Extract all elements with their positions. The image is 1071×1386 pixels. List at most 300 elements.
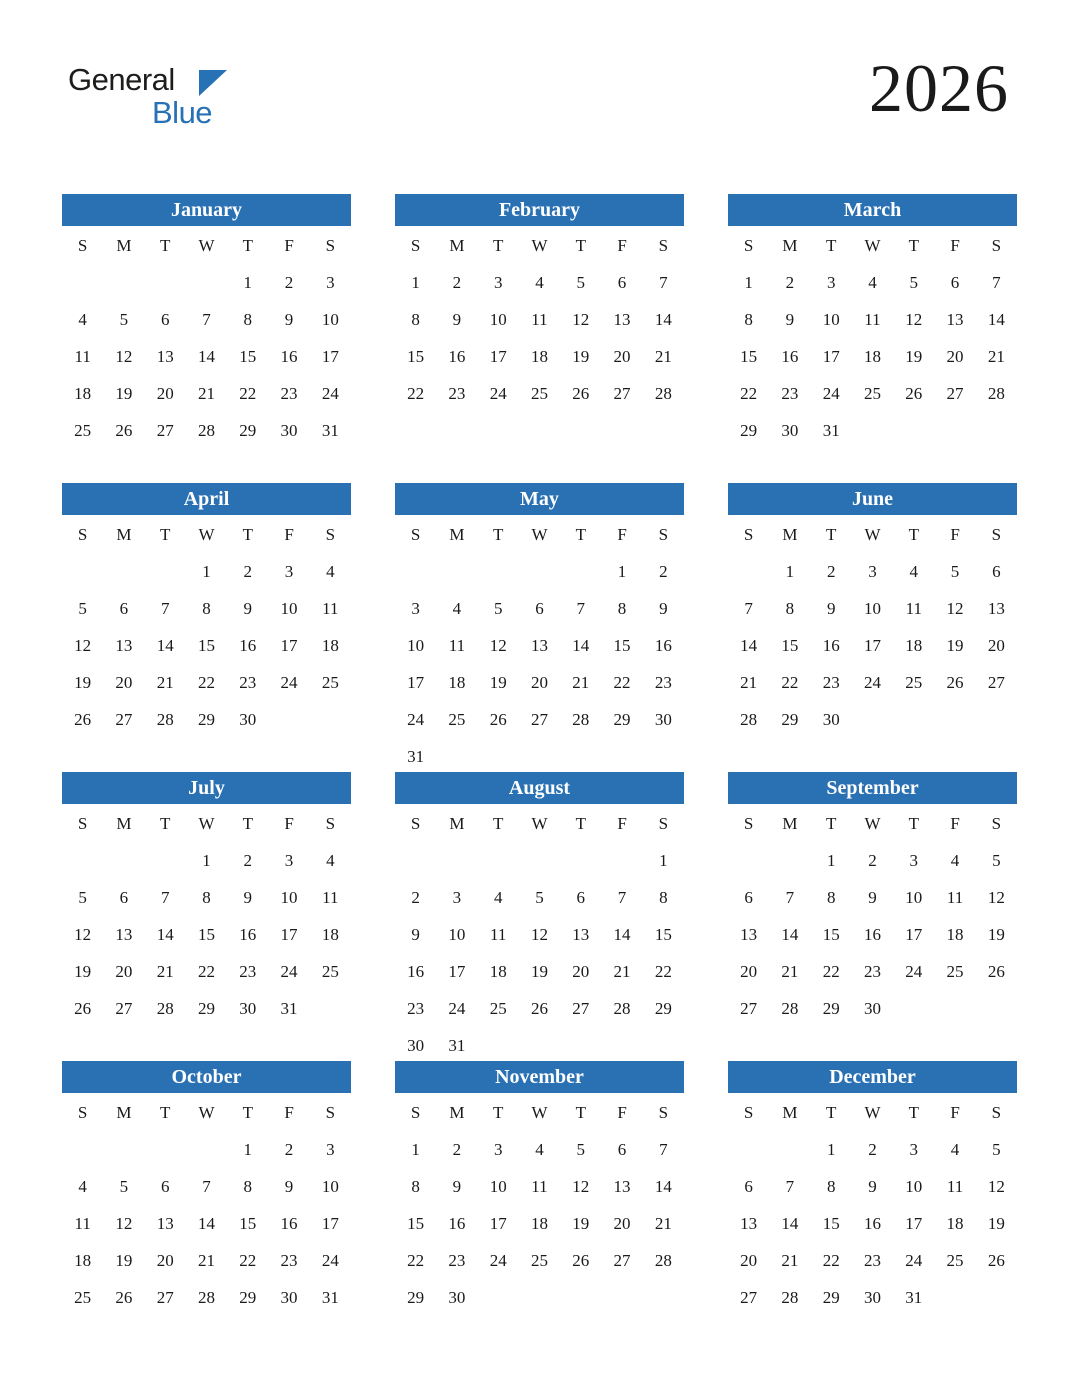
- day-cell[interactable]: 17: [407, 672, 425, 692]
- day-cell[interactable]: 12: [987, 1176, 1005, 1196]
- day-cell[interactable]: 11: [74, 1213, 91, 1233]
- day-cell[interactable]: 26: [489, 709, 507, 729]
- day-cell[interactable]: 14: [654, 309, 672, 329]
- day-cell[interactable]: 28: [197, 1287, 215, 1307]
- day-cell[interactable]: 29: [239, 420, 257, 440]
- day-cell[interactable]: 3: [493, 1139, 503, 1159]
- day-cell[interactable]: 23: [654, 672, 672, 692]
- day-cell[interactable]: 7: [992, 272, 1001, 292]
- day-cell[interactable]: 15: [239, 346, 257, 366]
- day-cell[interactable]: 14: [197, 1213, 215, 1233]
- day-cell[interactable]: 12: [115, 1213, 133, 1233]
- day-cell[interactable]: 26: [74, 998, 92, 1018]
- day-cell[interactable]: 29: [822, 998, 840, 1018]
- day-cell[interactable]: 13: [740, 924, 758, 944]
- day-cell[interactable]: 11: [531, 309, 548, 329]
- day-cell[interactable]: 23: [239, 961, 257, 981]
- day-cell[interactable]: 22: [654, 961, 672, 981]
- day-cell[interactable]: 14: [156, 635, 174, 655]
- day-cell[interactable]: 8: [411, 1176, 420, 1196]
- day-cell[interactable]: 15: [654, 924, 672, 944]
- day-cell[interactable]: 19: [905, 346, 923, 366]
- day-cell[interactable]: 7: [617, 887, 627, 907]
- day-cell[interactable]: 26: [530, 998, 548, 1018]
- day-cell[interactable]: 15: [613, 635, 631, 655]
- day-cell[interactable]: 2: [868, 850, 877, 870]
- day-cell[interactable]: 24: [407, 709, 425, 729]
- day-cell[interactable]: 4: [326, 561, 335, 581]
- day-cell[interactable]: 1: [659, 850, 668, 870]
- day-cell[interactable]: 7: [785, 1176, 795, 1196]
- day-cell[interactable]: 21: [654, 1213, 672, 1233]
- day-cell[interactable]: 8: [617, 598, 627, 618]
- day-cell[interactable]: 10: [280, 887, 298, 907]
- day-cell[interactable]: 10: [321, 1176, 339, 1196]
- day-cell[interactable]: 30: [280, 1287, 298, 1307]
- day-cell[interactable]: 23: [781, 383, 799, 403]
- day-cell[interactable]: 25: [946, 961, 964, 981]
- day-cell[interactable]: 2: [284, 1139, 294, 1159]
- day-cell[interactable]: 3: [326, 1139, 335, 1159]
- day-cell[interactable]: 20: [115, 961, 133, 981]
- day-cell[interactable]: 14: [781, 1213, 799, 1233]
- day-cell[interactable]: 7: [659, 1139, 668, 1159]
- day-cell[interactable]: 5: [493, 598, 503, 618]
- day-cell[interactable]: 19: [572, 346, 590, 366]
- day-cell[interactable]: 9: [785, 309, 795, 329]
- day-cell[interactable]: 21: [613, 961, 631, 981]
- day-cell[interactable]: 19: [115, 383, 133, 403]
- day-cell[interactable]: 27: [530, 709, 548, 729]
- day-cell[interactable]: 30: [407, 1035, 425, 1055]
- day-cell[interactable]: 21: [156, 961, 174, 981]
- day-cell[interactable]: 8: [826, 887, 836, 907]
- day-cell[interactable]: 21: [197, 383, 215, 403]
- day-cell[interactable]: 30: [781, 420, 799, 440]
- day-cell[interactable]: 26: [572, 383, 590, 403]
- day-cell[interactable]: 29: [822, 1287, 840, 1307]
- day-cell[interactable]: 4: [868, 272, 877, 292]
- day-cell[interactable]: 5: [119, 1176, 129, 1196]
- day-cell[interactable]: 10: [407, 635, 425, 655]
- day-cell[interactable]: 20: [156, 383, 174, 403]
- day-cell[interactable]: 22: [197, 672, 215, 692]
- day-cell[interactable]: 15: [822, 1213, 840, 1233]
- day-cell[interactable]: 23: [863, 1250, 881, 1270]
- day-cell[interactable]: 6: [950, 272, 960, 292]
- day-cell[interactable]: 22: [822, 961, 840, 981]
- day-cell[interactable]: 15: [407, 1213, 425, 1233]
- day-cell[interactable]: 27: [946, 383, 964, 403]
- day-cell[interactable]: 12: [572, 309, 590, 329]
- day-cell[interactable]: 25: [74, 420, 92, 440]
- day-cell[interactable]: 4: [452, 598, 462, 618]
- day-cell[interactable]: 22: [407, 383, 425, 403]
- day-cell[interactable]: 18: [905, 635, 923, 655]
- day-cell[interactable]: 12: [489, 635, 507, 655]
- day-cell[interactable]: 31: [905, 1287, 923, 1307]
- day-cell[interactable]: 20: [740, 1250, 758, 1270]
- day-cell[interactable]: 5: [992, 850, 1001, 870]
- day-cell[interactable]: 26: [946, 672, 964, 692]
- day-cell[interactable]: 1: [411, 1139, 420, 1159]
- day-cell[interactable]: 25: [530, 383, 548, 403]
- day-cell[interactable]: 26: [74, 709, 92, 729]
- day-cell[interactable]: 21: [987, 346, 1005, 366]
- day-cell[interactable]: 18: [448, 672, 466, 692]
- day-cell[interactable]: 14: [613, 924, 631, 944]
- day-cell[interactable]: 12: [572, 1176, 590, 1196]
- day-cell[interactable]: 10: [489, 1176, 507, 1196]
- day-cell[interactable]: 28: [156, 998, 174, 1018]
- day-cell[interactable]: 1: [202, 850, 211, 870]
- day-cell[interactable]: 23: [407, 998, 425, 1018]
- day-cell[interactable]: 27: [740, 1287, 758, 1307]
- day-cell[interactable]: 5: [576, 1139, 586, 1159]
- day-cell[interactable]: 7: [160, 887, 170, 907]
- day-cell[interactable]: 11: [490, 924, 507, 944]
- day-cell[interactable]: 9: [659, 598, 668, 618]
- day-cell[interactable]: 24: [321, 1250, 339, 1270]
- day-cell[interactable]: 24: [863, 672, 881, 692]
- day-cell[interactable]: 29: [654, 998, 672, 1018]
- day-cell[interactable]: 1: [826, 1139, 836, 1159]
- day-cell[interactable]: 9: [868, 887, 877, 907]
- day-cell[interactable]: 11: [322, 887, 339, 907]
- day-cell[interactable]: 18: [74, 1250, 92, 1270]
- day-cell[interactable]: 9: [452, 1176, 462, 1196]
- day-cell[interactable]: 24: [280, 672, 298, 692]
- day-cell[interactable]: 22: [613, 672, 631, 692]
- day-cell[interactable]: 10: [822, 309, 840, 329]
- day-cell[interactable]: 21: [781, 1250, 799, 1270]
- day-cell[interactable]: 13: [613, 1176, 631, 1196]
- day-cell[interactable]: 28: [654, 1250, 672, 1270]
- day-cell[interactable]: 19: [74, 961, 92, 981]
- day-cell[interactable]: 31: [822, 420, 840, 440]
- day-cell[interactable]: 17: [489, 346, 507, 366]
- day-cell[interactable]: 6: [992, 561, 1001, 581]
- day-cell[interactable]: 23: [448, 1250, 466, 1270]
- day-cell[interactable]: 9: [284, 309, 294, 329]
- day-cell[interactable]: 7: [202, 1176, 211, 1196]
- day-cell[interactable]: 19: [530, 961, 548, 981]
- day-cell[interactable]: 21: [781, 961, 799, 981]
- day-cell[interactable]: 23: [239, 672, 257, 692]
- day-cell[interactable]: 11: [448, 635, 466, 655]
- day-cell[interactable]: 29: [407, 1287, 425, 1307]
- day-cell[interactable]: 31: [280, 998, 298, 1018]
- day-cell[interactable]: 18: [946, 924, 964, 944]
- day-cell[interactable]: 8: [202, 887, 211, 907]
- day-cell[interactable]: 2: [243, 850, 253, 870]
- day-cell[interactable]: 29: [197, 998, 215, 1018]
- day-cell[interactable]: 25: [530, 1250, 548, 1270]
- day-cell[interactable]: 24: [822, 383, 840, 403]
- day-cell[interactable]: 20: [740, 961, 758, 981]
- day-cell[interactable]: 22: [781, 672, 799, 692]
- day-cell[interactable]: 4: [950, 1139, 960, 1159]
- day-cell[interactable]: 1: [411, 272, 420, 292]
- day-cell[interactable]: 9: [868, 1176, 877, 1196]
- day-cell[interactable]: 25: [74, 1287, 92, 1307]
- day-cell[interactable]: 9: [826, 598, 836, 618]
- day-cell[interactable]: 8: [785, 598, 795, 618]
- day-cell[interactable]: 10: [321, 309, 339, 329]
- day-cell[interactable]: 2: [452, 272, 462, 292]
- day-cell[interactable]: 3: [284, 561, 294, 581]
- day-cell[interactable]: 16: [448, 1213, 466, 1233]
- day-cell[interactable]: 27: [115, 998, 133, 1018]
- day-cell[interactable]: 2: [243, 561, 253, 581]
- day-cell[interactable]: 1: [243, 272, 253, 292]
- day-cell[interactable]: 13: [156, 346, 174, 366]
- day-cell[interactable]: 6: [617, 272, 627, 292]
- day-cell[interactable]: 14: [572, 635, 590, 655]
- day-cell[interactable]: 4: [78, 1176, 87, 1196]
- day-cell[interactable]: 20: [530, 672, 548, 692]
- day-cell[interactable]: 28: [156, 709, 174, 729]
- day-cell[interactable]: 16: [822, 635, 840, 655]
- day-cell[interactable]: 1: [243, 1139, 253, 1159]
- day-cell[interactable]: 11: [946, 1176, 964, 1196]
- day-cell[interactable]: 21: [156, 672, 174, 692]
- day-cell[interactable]: 16: [448, 346, 466, 366]
- day-cell[interactable]: 25: [905, 672, 923, 692]
- day-cell[interactable]: 26: [115, 1287, 133, 1307]
- day-cell[interactable]: 25: [489, 998, 507, 1018]
- day-cell[interactable]: 10: [448, 924, 466, 944]
- day-cell[interactable]: 28: [572, 709, 590, 729]
- day-cell[interactable]: 7: [202, 309, 211, 329]
- day-cell[interactable]: 15: [822, 924, 840, 944]
- day-cell[interactable]: 5: [535, 887, 544, 907]
- day-cell[interactable]: 17: [863, 635, 881, 655]
- day-cell[interactable]: 19: [489, 672, 507, 692]
- day-cell[interactable]: 4: [535, 272, 544, 292]
- day-cell[interactable]: 20: [613, 346, 631, 366]
- day-cell[interactable]: 4: [909, 561, 919, 581]
- day-cell[interactable]: 9: [243, 598, 253, 618]
- day-cell[interactable]: 3: [411, 598, 420, 618]
- day-cell[interactable]: 30: [654, 709, 672, 729]
- day-cell[interactable]: 29: [613, 709, 631, 729]
- day-cell[interactable]: 20: [987, 635, 1005, 655]
- day-cell[interactable]: 20: [572, 961, 590, 981]
- day-cell[interactable]: 28: [197, 420, 215, 440]
- day-cell[interactable]: 14: [740, 635, 758, 655]
- day-cell[interactable]: 21: [197, 1250, 215, 1270]
- day-cell[interactable]: 6: [744, 1176, 753, 1196]
- day-cell[interactable]: 13: [530, 635, 548, 655]
- day-cell[interactable]: 18: [321, 924, 339, 944]
- day-cell[interactable]: 30: [239, 998, 257, 1018]
- day-cell[interactable]: 17: [822, 346, 840, 366]
- day-cell[interactable]: 11: [74, 346, 91, 366]
- day-cell[interactable]: 8: [659, 887, 668, 907]
- day-cell[interactable]: 24: [448, 998, 466, 1018]
- day-cell[interactable]: 18: [74, 383, 92, 403]
- day-cell[interactable]: 28: [781, 998, 799, 1018]
- day-cell[interactable]: 6: [119, 598, 129, 618]
- day-cell[interactable]: 2: [868, 1139, 877, 1159]
- day-cell[interactable]: 17: [321, 346, 339, 366]
- day-cell[interactable]: 28: [987, 383, 1005, 403]
- day-cell[interactable]: 30: [448, 1287, 466, 1307]
- day-cell[interactable]: 13: [946, 309, 964, 329]
- day-cell[interactable]: 27: [156, 420, 174, 440]
- day-cell[interactable]: 29: [197, 709, 215, 729]
- day-cell[interactable]: 29: [781, 709, 799, 729]
- day-cell[interactable]: 13: [613, 309, 631, 329]
- day-cell[interactable]: 19: [987, 924, 1005, 944]
- day-cell[interactable]: 15: [781, 635, 799, 655]
- day-cell[interactable]: 10: [863, 598, 881, 618]
- day-cell[interactable]: 17: [321, 1213, 339, 1233]
- day-cell[interactable]: 2: [284, 272, 294, 292]
- day-cell[interactable]: 18: [863, 346, 881, 366]
- day-cell[interactable]: 2: [411, 887, 420, 907]
- day-cell[interactable]: 8: [243, 1176, 253, 1196]
- day-cell[interactable]: 17: [905, 1213, 923, 1233]
- day-cell[interactable]: 10: [905, 887, 923, 907]
- day-cell[interactable]: 30: [239, 709, 257, 729]
- day-cell[interactable]: 20: [156, 1250, 174, 1270]
- day-cell[interactable]: 5: [576, 272, 586, 292]
- day-cell[interactable]: 20: [946, 346, 964, 366]
- day-cell[interactable]: 24: [489, 383, 507, 403]
- day-cell[interactable]: 6: [160, 309, 170, 329]
- day-cell[interactable]: 3: [909, 850, 919, 870]
- day-cell[interactable]: 7: [160, 598, 170, 618]
- day-cell[interactable]: 22: [239, 1250, 257, 1270]
- day-cell[interactable]: 4: [535, 1139, 544, 1159]
- day-cell[interactable]: 3: [909, 1139, 919, 1159]
- day-cell[interactable]: 26: [905, 383, 923, 403]
- day-cell[interactable]: 21: [740, 672, 758, 692]
- day-cell[interactable]: 16: [407, 961, 425, 981]
- day-cell[interactable]: 13: [572, 924, 590, 944]
- day-cell[interactable]: 20: [115, 672, 133, 692]
- day-cell[interactable]: 9: [452, 309, 462, 329]
- day-cell[interactable]: 1: [744, 272, 753, 292]
- day-cell[interactable]: 26: [987, 961, 1005, 981]
- day-cell[interactable]: 12: [987, 887, 1005, 907]
- day-cell[interactable]: 17: [905, 924, 923, 944]
- day-cell[interactable]: 3: [493, 272, 503, 292]
- day-cell[interactable]: 1: [617, 561, 627, 581]
- day-cell[interactable]: 18: [530, 1213, 548, 1233]
- day-cell[interactable]: 19: [115, 1250, 133, 1270]
- day-cell[interactable]: 27: [156, 1287, 174, 1307]
- day-cell[interactable]: 16: [863, 924, 881, 944]
- day-cell[interactable]: 16: [781, 346, 799, 366]
- day-cell[interactable]: 27: [740, 998, 758, 1018]
- day-cell[interactable]: 2: [785, 272, 795, 292]
- day-cell[interactable]: 12: [74, 635, 92, 655]
- day-cell[interactable]: 4: [950, 850, 960, 870]
- day-cell[interactable]: 20: [613, 1213, 631, 1233]
- day-cell[interactable]: 7: [659, 272, 668, 292]
- day-cell[interactable]: 31: [321, 1287, 339, 1307]
- day-cell[interactable]: 6: [576, 887, 586, 907]
- day-cell[interactable]: 7: [576, 598, 586, 618]
- day-cell[interactable]: 25: [946, 1250, 964, 1270]
- day-cell[interactable]: 8: [826, 1176, 836, 1196]
- day-cell[interactable]: 13: [740, 1213, 758, 1233]
- day-cell[interactable]: 9: [243, 887, 253, 907]
- day-cell[interactable]: 10: [280, 598, 298, 618]
- day-cell[interactable]: 8: [411, 309, 420, 329]
- day-cell[interactable]: 2: [452, 1139, 462, 1159]
- day-cell[interactable]: 4: [326, 850, 335, 870]
- day-cell[interactable]: 13: [987, 598, 1005, 618]
- day-cell[interactable]: 25: [321, 961, 339, 981]
- day-cell[interactable]: 13: [115, 635, 133, 655]
- day-cell[interactable]: 7: [785, 887, 795, 907]
- day-cell[interactable]: 30: [822, 709, 840, 729]
- day-cell[interactable]: 23: [863, 961, 881, 981]
- day-cell[interactable]: 5: [78, 887, 87, 907]
- day-cell[interactable]: 30: [863, 998, 881, 1018]
- day-cell[interactable]: 23: [822, 672, 840, 692]
- day-cell[interactable]: 28: [740, 709, 758, 729]
- day-cell[interactable]: 16: [239, 635, 257, 655]
- day-cell[interactable]: 22: [239, 383, 257, 403]
- day-cell[interactable]: 27: [613, 383, 631, 403]
- day-cell[interactable]: 14: [197, 346, 215, 366]
- day-cell[interactable]: 29: [740, 420, 758, 440]
- day-cell[interactable]: 22: [740, 383, 758, 403]
- day-cell[interactable]: 22: [407, 1250, 425, 1270]
- day-cell[interactable]: 24: [489, 1250, 507, 1270]
- day-cell[interactable]: 27: [572, 998, 590, 1018]
- day-cell[interactable]: 11: [905, 598, 922, 618]
- day-cell[interactable]: 17: [280, 635, 298, 655]
- day-cell[interactable]: 19: [987, 1213, 1005, 1233]
- day-cell[interactable]: 25: [863, 383, 881, 403]
- day-cell[interactable]: 3: [826, 272, 836, 292]
- day-cell[interactable]: 16: [654, 635, 672, 655]
- day-cell[interactable]: 17: [448, 961, 466, 981]
- day-cell[interactable]: 24: [905, 961, 923, 981]
- day-cell[interactable]: 25: [448, 709, 466, 729]
- day-cell[interactable]: 18: [530, 346, 548, 366]
- day-cell[interactable]: 23: [448, 383, 466, 403]
- day-cell[interactable]: 5: [78, 598, 87, 618]
- day-cell[interactable]: 6: [535, 598, 544, 618]
- day-cell[interactable]: 11: [322, 598, 339, 618]
- day-cell[interactable]: 19: [74, 672, 92, 692]
- day-cell[interactable]: 27: [613, 1250, 631, 1270]
- day-cell[interactable]: 18: [321, 635, 339, 655]
- day-cell[interactable]: 24: [321, 383, 339, 403]
- day-cell[interactable]: 22: [822, 1250, 840, 1270]
- day-cell[interactable]: 14: [156, 924, 174, 944]
- day-cell[interactable]: 26: [987, 1250, 1005, 1270]
- day-cell[interactable]: 16: [863, 1213, 881, 1233]
- day-cell[interactable]: 15: [740, 346, 758, 366]
- day-cell[interactable]: 21: [572, 672, 590, 692]
- day-cell[interactable]: 9: [411, 924, 420, 944]
- day-cell[interactable]: 5: [992, 1139, 1001, 1159]
- day-cell[interactable]: 17: [489, 1213, 507, 1233]
- day-cell[interactable]: 19: [946, 635, 964, 655]
- day-cell[interactable]: 15: [197, 924, 215, 944]
- day-cell[interactable]: 1: [826, 850, 836, 870]
- day-cell[interactable]: 28: [613, 998, 631, 1018]
- day-cell[interactable]: 25: [321, 672, 339, 692]
